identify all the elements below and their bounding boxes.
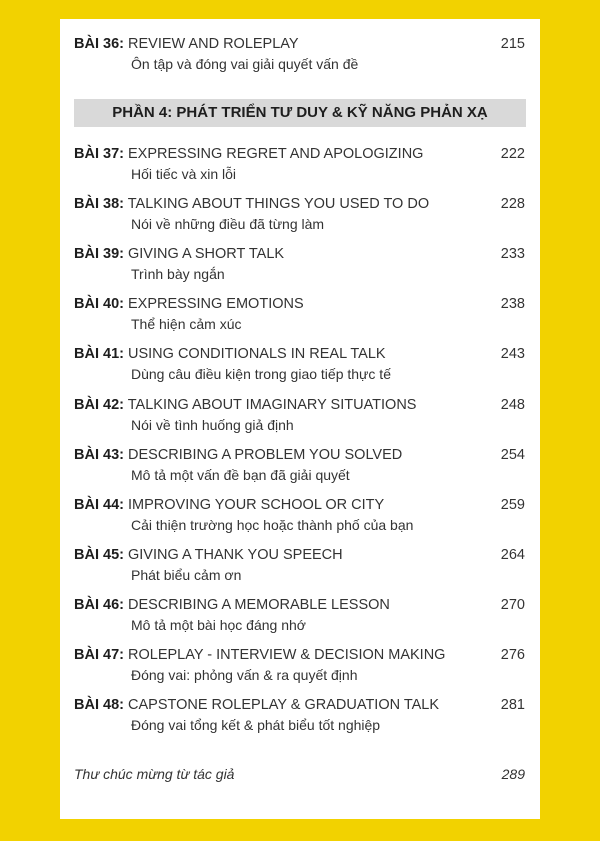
toc-entry[interactable]: [74, 395, 525, 435]
book-page: [60, 19, 540, 819]
lesson-title: CAPSTONE ROLEPLAY & GRADUATION TALK: [128, 697, 440, 713]
lesson-title: TALKING ABOUT THINGS YOU USED TO DO: [127, 196, 430, 212]
lesson-title: DESCRIBING A PROBLEM YOU SOLVED: [128, 447, 403, 463]
lesson-title: GIVING A SHORT TALK: [128, 246, 285, 262]
lesson-title: EXPRESSING EMOTIONS: [128, 296, 304, 312]
lesson-number: BÀI 45:: [74, 547, 124, 563]
page-number: 289: [501, 766, 525, 782]
page-number: 281: [500, 697, 525, 713]
section-heading: PHẦN 4: PHÁT TRIỂN TƯ DUY & KỸ NĂNG PHẢN XẠ: [74, 99, 526, 127]
lesson-subtitle: Hối tiếc và xin lỗi: [131, 166, 237, 182]
page-number: 228: [500, 196, 525, 212]
page-number: 270: [500, 597, 525, 613]
toc-entry-line: [74, 595, 525, 615]
page-number: 233: [500, 246, 525, 262]
lesson-subtitle: Phát biểu cảm ơn: [131, 567, 242, 583]
toc-entry[interactable]: [74, 595, 525, 635]
lesson-title: USING CONDITIONALS IN REAL TALK: [128, 346, 386, 362]
toc-entry-line: [74, 445, 525, 465]
lesson-number: BÀI 41:: [74, 346, 124, 362]
lesson-number: BÀI 48:: [74, 697, 124, 713]
toc-entry[interactable]: [74, 34, 525, 74]
toc-entry[interactable]: [74, 445, 525, 485]
lesson-title: GIVING A THANK YOU SPEECH: [128, 547, 343, 563]
lesson-number: BÀI 37:: [74, 146, 124, 162]
toc-footer-entry[interactable]: [74, 764, 525, 784]
lesson-title: EXPRESSING REGRET AND APOLOGIZING: [128, 146, 424, 162]
page-number: 222: [500, 146, 525, 162]
lesson-title: REVIEW AND ROLEPLAY: [128, 36, 299, 52]
lesson-subtitle: Ôn tập và đóng vai giải quyết vấn đề: [131, 56, 359, 72]
toc-entry-line: [74, 545, 525, 565]
page-number: 243: [500, 346, 525, 362]
lesson-title: ROLEPLAY - INTERVIEW & DECISION MAKING: [128, 647, 446, 663]
page-number: 238: [500, 296, 525, 312]
lesson-number: BÀI 44:: [74, 497, 124, 513]
toc-entry-line: [74, 495, 525, 515]
toc-entry-line: [74, 144, 525, 164]
lesson-subtitle: Nói về những điều đã từng làm: [131, 216, 325, 232]
lesson-title: IMPROVING YOUR SCHOOL OR CITY: [128, 497, 385, 513]
toc-entry[interactable]: [74, 645, 525, 685]
lesson-subtitle: Đóng vai tổng kết & phát biểu tốt nghiệp: [131, 717, 381, 733]
lesson-number: BÀI 38:: [74, 196, 124, 212]
page-number: 248: [500, 397, 525, 413]
toc-entry[interactable]: [74, 244, 525, 284]
toc-entry-line: [74, 194, 525, 214]
lesson-subtitle: Mô tả một bài học đáng nhớ: [131, 617, 306, 633]
toc-entry[interactable]: [74, 695, 525, 735]
lesson-subtitle: Nói về tình huống giả định: [131, 417, 294, 433]
lesson-title: TALKING ABOUT IMAGINARY SITUATIONS: [127, 397, 417, 413]
lesson-subtitle: Trình bày ngắn: [131, 266, 225, 282]
lesson-number: BÀI 36:: [74, 36, 124, 52]
lesson-subtitle: Thể hiện cảm xúc: [131, 316, 242, 332]
page-number: 276: [500, 647, 525, 663]
toc-entry-line: [74, 244, 525, 264]
toc-entry-line: [74, 344, 525, 364]
page-number: 254: [500, 447, 525, 463]
lesson-title: DESCRIBING A MEMORABLE LESSON: [128, 597, 390, 613]
lesson-number: BÀI 46:: [74, 597, 124, 613]
toc-entry-line: [74, 34, 525, 54]
toc-entry[interactable]: [74, 495, 525, 535]
lesson-subtitle: Đóng vai: phỏng vấn & ra quyết định: [131, 667, 358, 683]
lesson-number: BÀI 39:: [74, 246, 124, 262]
lesson-number: BÀI 42:: [74, 397, 124, 413]
page-number: 215: [500, 36, 525, 52]
page-number: 264: [500, 547, 525, 563]
toc-entry-line: [74, 395, 525, 415]
footer-label: Thư chúc mừng từ tác giả: [74, 766, 235, 782]
toc-entry[interactable]: [74, 545, 525, 585]
toc-entry[interactable]: [74, 294, 525, 334]
toc-entry-line: [74, 695, 525, 715]
lesson-number: BÀI 40:: [74, 296, 124, 312]
lesson-number: BÀI 43:: [74, 447, 124, 463]
toc-entry-line: [74, 294, 525, 314]
lesson-subtitle: Cải thiện trường học hoặc thành phố của bạn: [131, 517, 414, 533]
toc-entry-line: [74, 645, 525, 665]
lesson-number: BÀI 47:: [74, 647, 124, 663]
lesson-subtitle: Dùng câu điều kiện trong giao tiếp thực tế: [131, 366, 391, 382]
toc-entry[interactable]: [74, 144, 525, 184]
lesson-subtitle: Mô tả một vấn đề bạn đã giải quyết: [131, 467, 350, 483]
page-number: 259: [500, 497, 525, 513]
toc-entry[interactable]: [74, 194, 525, 234]
toc-entry[interactable]: [74, 344, 525, 384]
